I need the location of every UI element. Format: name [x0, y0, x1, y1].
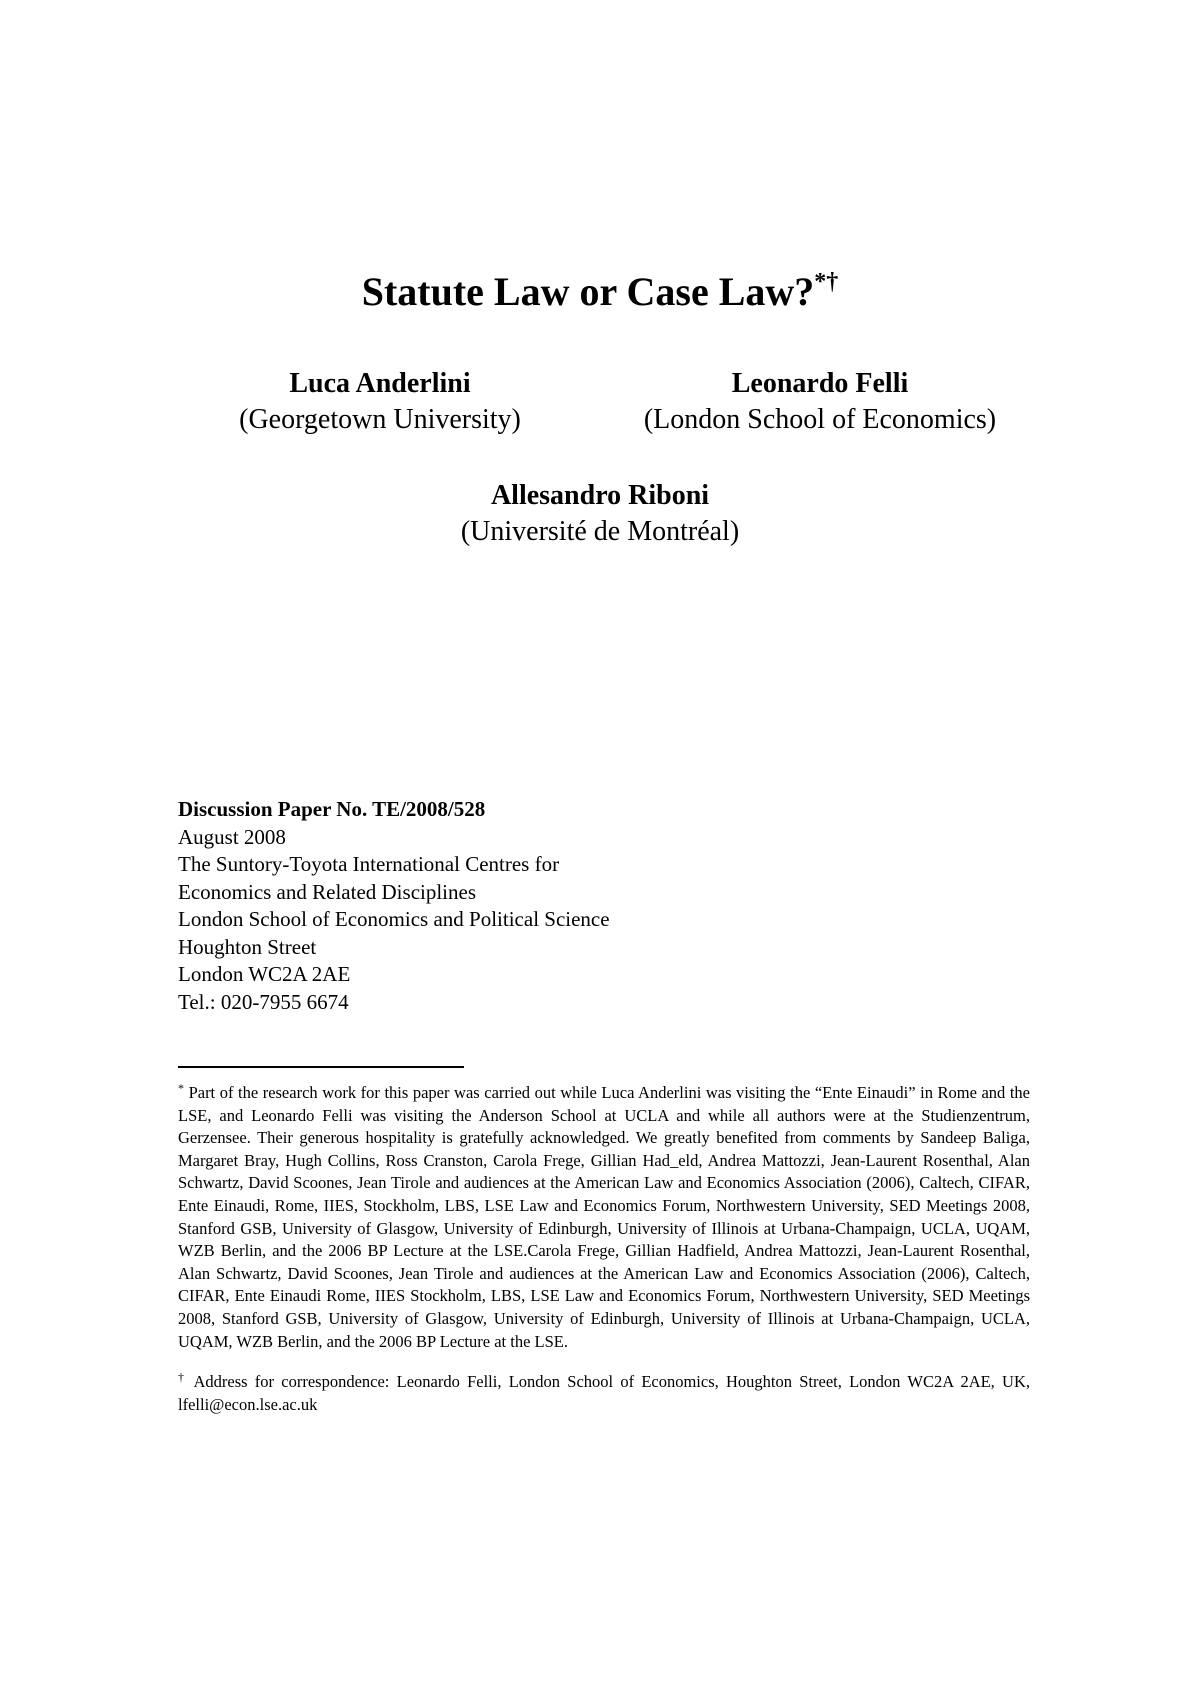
discussion-paper-number: Discussion Paper No. TE/2008/528 [178, 797, 486, 821]
footnote-mark: * [178, 1081, 184, 1095]
address-line: Houghton Street [178, 934, 317, 959]
footnote-1 [178, 1082, 1030, 1353]
address-line: Tel.: 020-7955 6674 [178, 989, 349, 1014]
address-line: London WC2A 2AE [178, 962, 351, 986]
author-affiliation: (Université de Montréal) [460, 516, 740, 547]
title-footnote-marks: *† [814, 269, 839, 295]
author-name: Leonardo Felli [731, 368, 909, 399]
author-block [160, 366, 600, 438]
title-text: Statute Law or Case Law? [361, 269, 815, 314]
author-affiliation: (Georgetown University) [239, 404, 521, 435]
address-line: Economics and Related Disciplines [178, 879, 477, 904]
author-name: Luca Anderlini [289, 368, 471, 399]
address-line: London School of Economics and Political Science [178, 907, 610, 931]
footnote-divider [178, 1066, 464, 1068]
footnote-mark: † [178, 1370, 188, 1385]
discussion-paper-date: August 2008 [178, 824, 286, 849]
author-block [600, 366, 1040, 438]
author-affiliation: (London School of Economics) [643, 404, 997, 435]
footnote-text: Address for correspondence: Leonardo Felli, London School of Economics, Houghton Street, London WC2A 2AE, UK, lfelli@econ.lse.ac.uk [178, 1372, 1031, 1414]
author-block [320, 478, 880, 550]
footnote-2 [178, 1371, 1030, 1416]
paper-title [0, 268, 1200, 316]
discussion-paper-info [178, 796, 610, 1016]
footnote-text: Part of the research work for this paper was carried out while Luca Anderlini was visiting the “Ente Einaudi” in Rome and the LSE, and Leonardo Felli was visiting the Anderson School at UCLA and while all authors were at the Studienzentrum, Gerzensee. Their generous hospitality is gratefully acknowledged. We greatly benefited from comments by Sandeep Baliga, Margaret Bray, Hugh Collins, Ross Cranston, Carola Frege, Gillian Had_eld, Andrea Mattozzi, Jean-Laurent Rosenthal, Alan Schwartz, David Scoones, Jean Tirole and audiences at the American Law and Economics Association (2006), Caltech, CIFAR, Ente Einaudi, Rome, IIES, Stockholm, LBS, LSE Law and Economics Forum, Northwestern University, SED Meetings 2008, Stanford GSB, University of Glasgow, University of Edinburgh, University of Illinois at Urbana-Champaign, UCLA, UQAM, WZB Berlin, and the 2006 BP Lecture at the LSE.Carola Frege, Gillian Hadfield, Andrea Mattozzi, Jean-Laurent Rosenthal, Alan Schwartz, David Scoones, Jean Tirole and audiences at the American Law and Economics Association (2006), Caltech, CIFAR, Ente Einaudi Rome, IIES Stockholm, LBS, LSE Law and Economics Forum, Northwestern University, SED Meetings 2008, Stanford GSB, University of Glasgow, University of Edinburgh, University of Illinois at Urbana-Champaign, UCLA, UQAM, WZB Berlin, and the 2006 BP Lecture at the LSE. [178, 1083, 1031, 1351]
author-name: Allesandro Riboni [490, 480, 710, 511]
address-line: The Suntory-Toyota International Centres for [178, 852, 560, 876]
footnotes [178, 1082, 1030, 1416]
